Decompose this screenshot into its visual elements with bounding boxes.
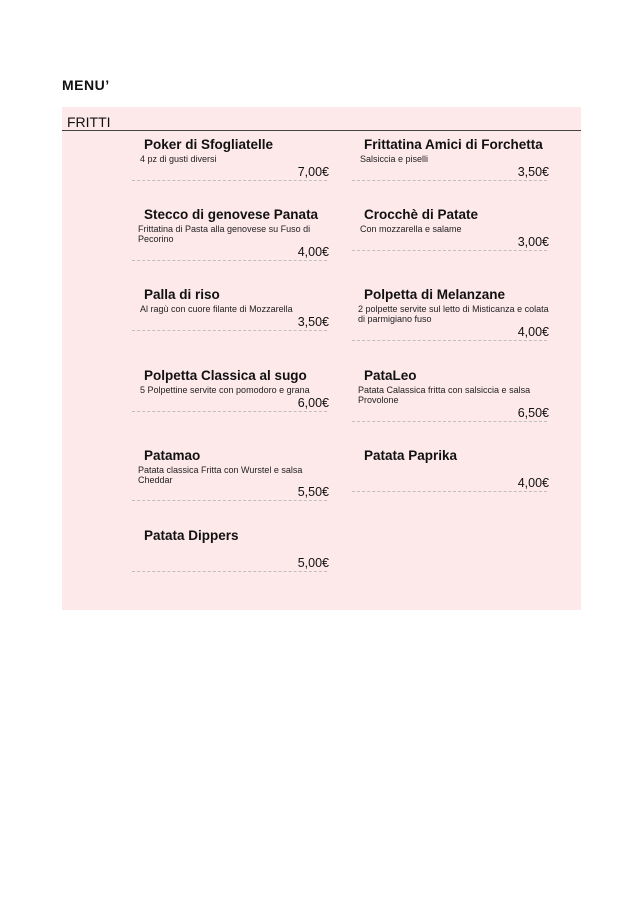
menu-item bbox=[352, 137, 552, 197]
item-price: 6,00€ bbox=[297, 396, 329, 410]
menu-item bbox=[352, 207, 552, 267]
price-leader bbox=[132, 571, 327, 572]
item-price: 4,00€ bbox=[297, 245, 329, 259]
price-leader bbox=[352, 421, 547, 422]
fritti-section bbox=[62, 107, 581, 610]
item-price: 7,00€ bbox=[297, 165, 329, 179]
item-name: PataLeo bbox=[364, 368, 417, 383]
item-name: Polpetta Classica al sugo bbox=[144, 368, 307, 383]
item-price: 4,00€ bbox=[517, 476, 549, 490]
price-leader bbox=[132, 500, 327, 501]
item-name: Polpetta di Melanzane bbox=[364, 287, 506, 302]
menu-item bbox=[132, 528, 332, 588]
page-title: MENU’ bbox=[62, 77, 110, 93]
item-price: 3,50€ bbox=[517, 165, 549, 179]
menu-item bbox=[352, 368, 552, 428]
item-name: Stecco di genovese Panata bbox=[144, 207, 319, 222]
item-price: 4,00€ bbox=[517, 325, 549, 339]
item-description: Salsiccia e piselli bbox=[360, 154, 429, 164]
price-leader bbox=[352, 250, 547, 251]
price-leader bbox=[132, 180, 327, 181]
menu-item bbox=[132, 287, 332, 347]
item-price: 5,50€ bbox=[297, 485, 329, 499]
item-name: Patata Paprika bbox=[364, 448, 458, 463]
menu-item bbox=[132, 368, 332, 428]
item-name: Frittatina Amici di Forchetta bbox=[364, 137, 543, 152]
item-description: Frittatina di Pasta alla genovese su Fuso di Pecorino bbox=[138, 224, 311, 244]
price-leader bbox=[352, 340, 547, 341]
item-description: 2 polpette servite sul letto di Misticanza e colata di parmigiano fuso bbox=[358, 304, 549, 324]
item-price: 6,50€ bbox=[517, 406, 549, 420]
item-price: 3,50€ bbox=[297, 315, 329, 329]
item-price: 5,00€ bbox=[297, 556, 329, 570]
section-title: FRITTI bbox=[67, 114, 111, 130]
item-name: Crocchè di Patate bbox=[364, 207, 479, 222]
price-leader bbox=[132, 411, 327, 412]
item-description: 4 pz di gusti diversi bbox=[140, 154, 217, 164]
item-name: Patata Dippers bbox=[144, 528, 239, 543]
item-description: 5 Polpettine servite con pomodoro e grana bbox=[140, 385, 310, 395]
item-description: Con mozzarella e salame bbox=[360, 224, 462, 234]
item-name: Patamao bbox=[144, 448, 201, 463]
menu-item bbox=[132, 207, 332, 267]
item-description: Patata Calassica fritta con salsiccia e salsa Provolone bbox=[358, 385, 531, 405]
menu-item bbox=[352, 287, 552, 347]
price-leader bbox=[132, 260, 327, 261]
item-description: Al ragù con cuore filante di Mozzarella bbox=[140, 304, 293, 314]
item-price: 3,00€ bbox=[517, 235, 549, 249]
menu-item bbox=[132, 137, 332, 197]
menu-item bbox=[352, 448, 552, 508]
price-leader bbox=[132, 330, 327, 331]
menu-item bbox=[132, 448, 332, 508]
price-leader bbox=[352, 491, 547, 492]
item-name: Palla di riso bbox=[144, 287, 220, 302]
price-leader bbox=[352, 180, 547, 181]
item-name: Poker di Sfogliatelle bbox=[144, 137, 274, 152]
section-divider bbox=[62, 130, 581, 131]
item-description: Patata classica Fritta con Wurstel e salsa Cheddar bbox=[138, 465, 303, 485]
